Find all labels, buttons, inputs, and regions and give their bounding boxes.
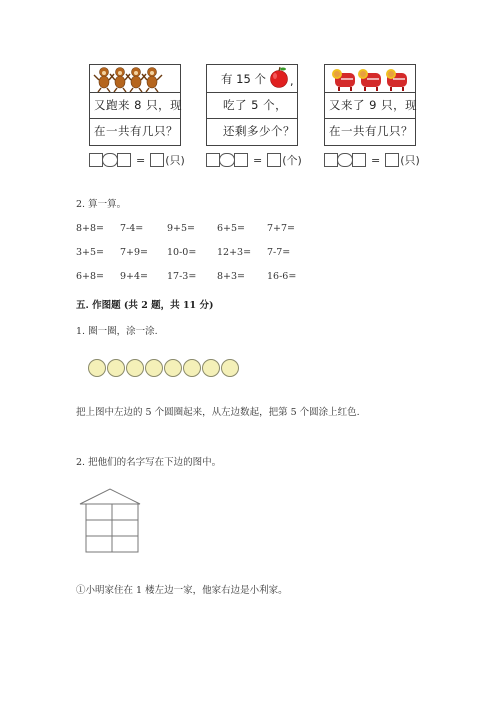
answer-equation-2: [206, 152, 302, 168]
result-box[interactable]: [150, 153, 164, 167]
calc-item: 7+7=: [267, 223, 296, 234]
calc-item: 17-3=: [167, 271, 197, 282]
problem-line-2: 在一共有几只？: [94, 124, 178, 138]
result-box[interactable]: [267, 153, 281, 167]
circle-shape[interactable]: [145, 359, 163, 377]
house-drawing: [78, 487, 148, 557]
problem-card-3: [324, 64, 416, 146]
calc-item: 8+3=: [217, 271, 246, 282]
answer-equation-3: [324, 152, 420, 168]
calc-item: 9+5=: [167, 223, 196, 234]
answer-box[interactable]: [89, 153, 103, 167]
problem-line-1: 又跑来 8 只，现: [90, 93, 180, 119]
calc-item: 7-7=: [267, 247, 291, 258]
lions-icon: [325, 65, 415, 92]
unit-label: (只): [400, 154, 420, 167]
circle-row: [88, 359, 240, 377]
problem-card-2: [206, 64, 298, 146]
apple-icon: [207, 65, 297, 92]
monkeys-icon: [90, 65, 180, 92]
question-2-title: 2. 把他们的名字写在下边的图中。: [76, 457, 222, 468]
answer-box[interactable]: [234, 153, 248, 167]
lions-picture: [325, 65, 415, 93]
calc-item: 7+9=: [120, 247, 149, 258]
calc-item: 16-6=: [267, 271, 297, 282]
calc-item: 8+8=: [76, 223, 105, 234]
calc-item: 10-0=: [167, 247, 197, 258]
section-title-calc: 2. 算一算。: [76, 199, 127, 210]
calc-item: 12+3=: [217, 247, 252, 258]
calc-item: 6+5=: [217, 223, 246, 234]
calc-item: 3+5=: [76, 247, 105, 258]
answer-box[interactable]: [352, 153, 366, 167]
calc-item: 6+8=: [76, 271, 105, 282]
unit-label: (个): [282, 154, 302, 167]
circle-shape[interactable]: [164, 359, 182, 377]
section-heading-drawing: 五. 作图题 (共 2 题，共 11 分): [76, 300, 214, 311]
calc-item: 9+4=: [120, 271, 149, 282]
problem-card-1: [89, 64, 181, 146]
calc-item: 7-4=: [120, 223, 144, 234]
answer-box[interactable]: [324, 153, 338, 167]
operator-circle[interactable]: [337, 153, 353, 167]
svg-text:,: ,: [290, 75, 294, 88]
problem-line-2: 还剩多少个？: [223, 124, 295, 138]
problem-line-1: 又来了 9 只，现: [325, 93, 415, 119]
result-box[interactable]: [385, 153, 399, 167]
question-1-instruction: 把上图中左边的 5 个圆圈起来，从左边数起，把第 5 个圆涂上红色.: [76, 407, 360, 418]
circle-shape[interactable]: [183, 359, 201, 377]
unit-label: (只): [165, 154, 185, 167]
question-2-note: ①小明家住在 1 楼左边一家，他家右边是小利家。: [76, 585, 288, 596]
operator-circle[interactable]: [219, 153, 235, 167]
operator-circle[interactable]: [102, 153, 118, 167]
answer-box[interactable]: [117, 153, 131, 167]
circle-shape[interactable]: [221, 359, 239, 377]
circle-shape[interactable]: [107, 359, 125, 377]
question-1-title: 1. 圈一圈，涂一涂.: [76, 326, 158, 337]
circle-shape[interactable]: [126, 359, 144, 377]
problem-line-2: 在一共有几只？: [329, 124, 413, 138]
circle-shape[interactable]: [202, 359, 220, 377]
equals-sign: =: [371, 153, 381, 167]
monkeys-picture: [90, 65, 180, 93]
problem-top-text: 有 15 个: [221, 72, 266, 86]
answer-equation-1: [89, 152, 185, 168]
equals-sign: =: [136, 153, 146, 167]
problem-line-1: 吃了 5 个，: [207, 93, 297, 119]
answer-box[interactable]: [206, 153, 220, 167]
apple-picture: [207, 65, 297, 93]
circle-shape[interactable]: [88, 359, 106, 377]
equals-sign: =: [253, 153, 263, 167]
